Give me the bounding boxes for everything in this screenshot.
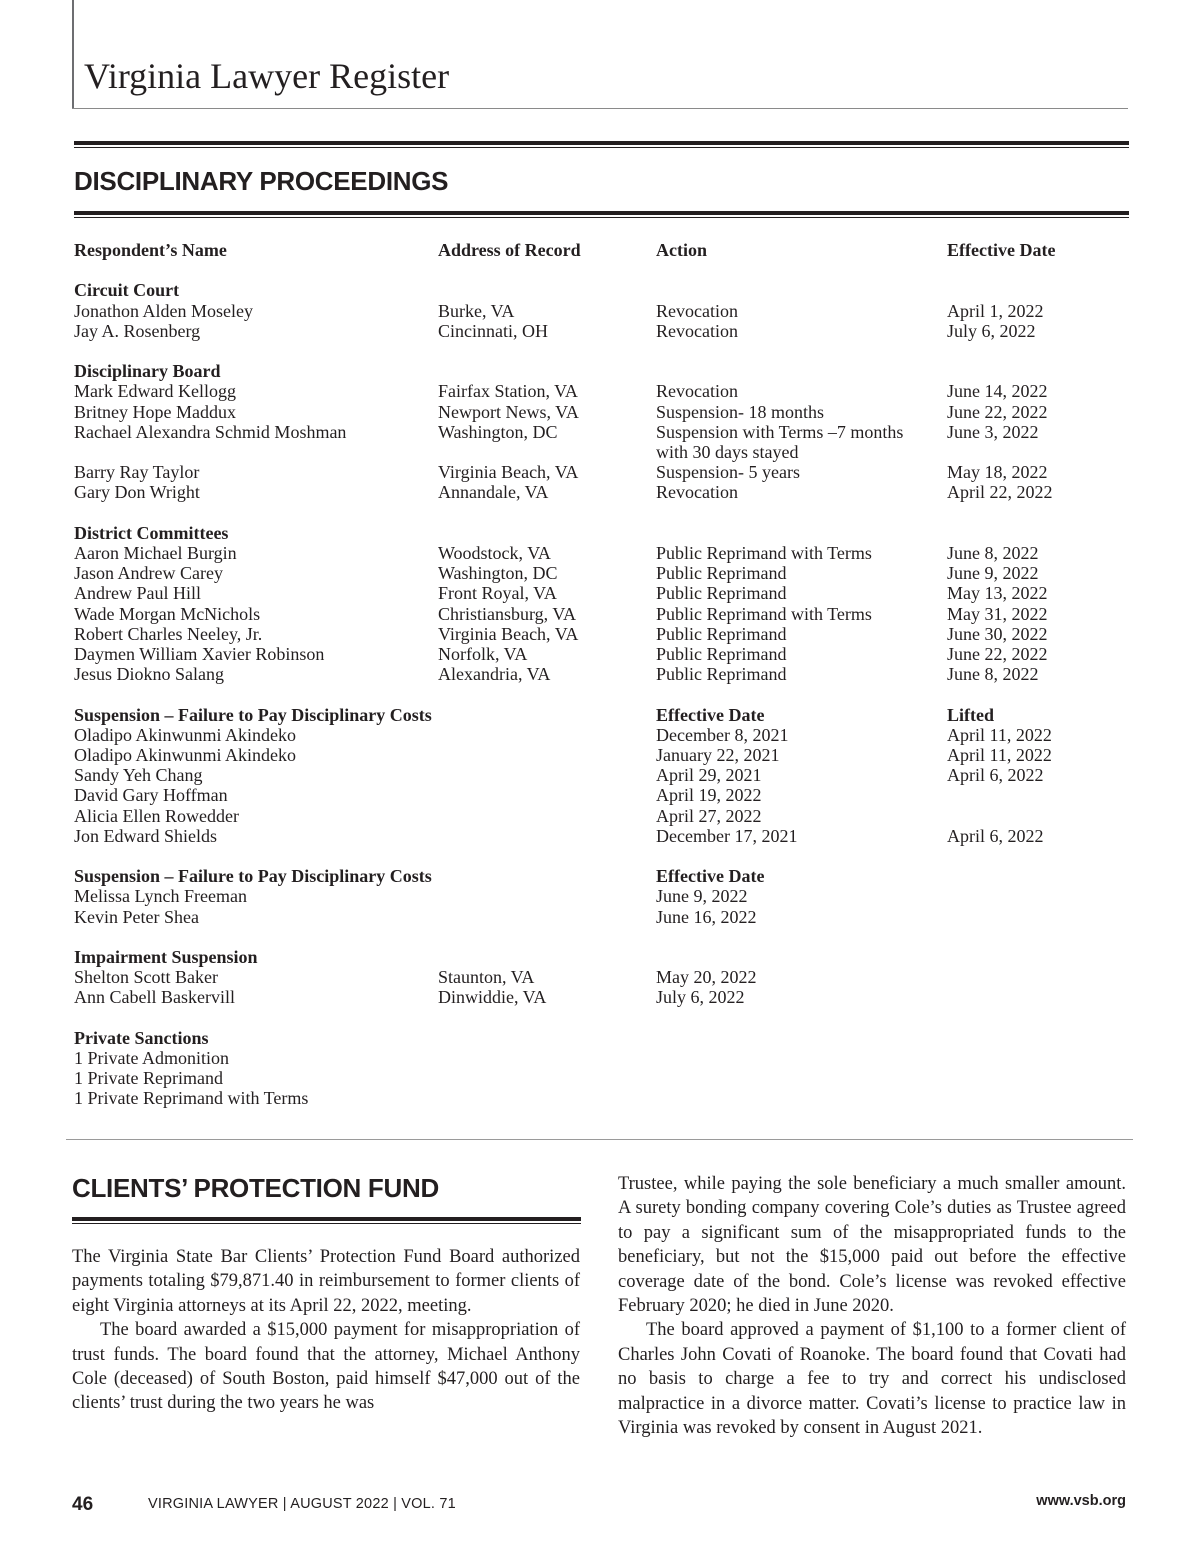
section-divider [66, 1139, 1133, 1140]
cpf-paragraph: The board awarded a $15,000 payment for misappropriation of trust funds. The board found that the attorney, Michael Anthony Cole (deceased) of South Boston, paid himself $47,000 out of the clients’ trust during the two years he was [72, 1320, 580, 1414]
empty-cell [438, 806, 656, 826]
table-cell: Aaron Michael Burgin [74, 543, 237, 563]
table-cell: Effective Date [656, 866, 765, 887]
table-row [74, 987, 1127, 1007]
empty-cell [947, 846, 1127, 866]
empty-cell [438, 1088, 656, 1108]
table-cell: Christiansburg, VA [438, 603, 577, 624]
empty-cell [656, 523, 947, 543]
table-cell: Woodstock, VA [438, 543, 551, 563]
table-cell: 1 Private Reprimand [74, 1068, 223, 1089]
table-cell: Public Reprimand [656, 644, 787, 665]
empty-cell [438, 947, 656, 967]
table-row [74, 785, 1127, 805]
disciplinary-table [74, 240, 1127, 1109]
empty-cell [438, 866, 656, 886]
empty-cell [947, 886, 1127, 906]
table-cell: December 17, 2021 [656, 825, 798, 846]
table-cell: 1 Private Admonition [74, 1048, 229, 1069]
table-cell: Suspension with Terms –7 months [656, 421, 904, 442]
table-cell: Daymen William Xavier Robinson [74, 644, 325, 665]
empty-cell [947, 947, 1127, 967]
table-cell: January 22, 2021 [656, 745, 780, 766]
cpf-paragraph: The Virginia State Bar Clients’ Protection Fund Board authorized payments totaling $79,871.40 in reimbursement to former clients of eight Virginia attorneys at its April 22, 2022, meeting. [72, 1247, 580, 1316]
table-cell: April 22, 2022 [947, 482, 1053, 503]
table-cell: Revocation [656, 300, 738, 321]
table-row [74, 907, 1127, 927]
table-cell: Revocation [656, 320, 738, 341]
section-title-double-rule [74, 211, 1129, 218]
empty-cell [947, 1048, 1127, 1068]
table-cell: April 11, 2022 [947, 724, 1052, 745]
table-row [74, 1088, 1127, 1108]
table-cell: Alicia Ellen Rowedder [74, 805, 239, 826]
table-row [74, 402, 1127, 422]
empty-cell [947, 907, 1127, 927]
empty-cell [74, 503, 438, 523]
table-cell: April 29, 2021 [656, 765, 762, 786]
empty-cell [74, 927, 438, 947]
table-cell: Suspension- 5 years [656, 462, 800, 483]
table-cell: Revocation [656, 381, 738, 402]
table-row [74, 725, 1127, 745]
table-cell: Disciplinary Board [74, 361, 221, 382]
group-heading [74, 1028, 1127, 1048]
table-cell: Circuit Court [74, 280, 180, 301]
table-cell: April 11, 2022 [947, 745, 1052, 766]
empty-cell [947, 361, 1127, 381]
empty-cell [947, 1068, 1127, 1088]
table-cell: June 3, 2022 [947, 421, 1039, 442]
empty-cell [656, 1048, 947, 1068]
empty-cell [656, 503, 947, 523]
empty-cell [438, 684, 656, 704]
empty-cell [438, 1068, 656, 1088]
table-cell: Wade Morgan McNichols [74, 603, 261, 624]
table-cell: Public Reprimand [656, 623, 787, 644]
empty-cell [656, 846, 947, 866]
table-cell: Norfolk, VA [438, 644, 528, 665]
empty-cell [438, 503, 656, 523]
empty-cell [656, 341, 947, 361]
cpf-title: CLIENTS’ PROTECTION FUND [72, 1173, 439, 1203]
table-cell: April 27, 2022 [656, 805, 762, 826]
table-cell: June 9, 2022 [947, 563, 1039, 584]
table-cell: Burke, VA [438, 300, 515, 321]
table-cell: Private Sanctions [74, 1027, 209, 1048]
table-cell: June 9, 2022 [656, 886, 748, 907]
table-row [74, 422, 1127, 442]
table-cell: Action [656, 240, 707, 260]
table-cell: April 6, 2022 [947, 765, 1044, 786]
table-cell: Front Royal, VA [438, 583, 557, 604]
table-cell: Andrew Paul Hill [74, 583, 201, 604]
table-cell: with 30 days stayed [656, 442, 799, 462]
table-cell: Impairment Suspension [74, 947, 258, 968]
table-row [74, 301, 1127, 321]
cpf-paragraph: Trustee, while paying the sole beneficiary a much smaller amount. A surety bonding company covering Cole’s duties as Trustee agreed to pay a significant sum of the misappropriated funds to the beneficiary, but not the $15,000 paid out before the effective coverage date of the bond. Cole’s license was revoked effective February 2020; he died in June 2020. [618, 1174, 1126, 1317]
table-cell: Address of Record [438, 240, 581, 260]
table-cell: Jason Andrew Carey [74, 563, 223, 584]
group-heading [74, 361, 1127, 381]
table-cell: David Gary Hoffman [74, 785, 228, 806]
empty-cell [947, 503, 1127, 523]
table-cell: Public Reprimand [656, 664, 787, 685]
empty-cell [656, 947, 947, 967]
table-row [74, 644, 1127, 664]
page-number: 46 [72, 1494, 94, 1515]
table-cell: Melissa Lynch Freeman [74, 886, 247, 907]
table-row [74, 321, 1127, 341]
table-cell: 1 Private Reprimand with Terms [74, 1088, 309, 1109]
group-spacer [74, 846, 1127, 866]
table-cell: Suspension- 18 months [656, 401, 825, 422]
empty-cell [947, 1008, 1127, 1028]
empty-cell [947, 866, 1127, 886]
table-cell: June 14, 2022 [947, 381, 1048, 402]
table-cell: Staunton, VA [438, 967, 535, 988]
empty-cell [438, 785, 656, 805]
empty-cell [438, 1028, 656, 1048]
table-cell: Effective Date [656, 704, 765, 725]
empty-cell [656, 361, 947, 381]
table-cell: Rachael Alexandra Schmid Moshman [74, 421, 347, 442]
table-row [74, 967, 1127, 987]
empty-cell [656, 1008, 947, 1028]
empty-cell [74, 1008, 438, 1028]
table-cell [947, 785, 1127, 805]
table-cell: May 18, 2022 [947, 462, 1048, 483]
table-cell: Suspension – Failure to Pay Disciplinary Costs [74, 866, 432, 887]
table-cell: Dinwiddie, VA [438, 987, 547, 1008]
empty-cell [438, 927, 656, 947]
empty-cell [947, 967, 1127, 987]
table-cell: Britney Hope Maddux [74, 401, 236, 422]
empty-cell [438, 745, 656, 765]
empty-cell [947, 1088, 1127, 1108]
table-row [74, 745, 1127, 765]
empty-cell [438, 280, 656, 300]
table-cell: Washington, DC [438, 563, 558, 584]
table-cell: Public Reprimand with Terms [656, 543, 872, 563]
table-cell: June 22, 2022 [947, 644, 1048, 665]
table-cell: June 30, 2022 [947, 623, 1048, 644]
table-row [74, 826, 1127, 846]
column-header-row [74, 240, 1127, 280]
table-cell: Lifted [947, 704, 994, 725]
website-url: www.vsb.org [1036, 1493, 1126, 1509]
table-cell [947, 806, 1127, 826]
group-spacer [74, 341, 1127, 361]
table-row [74, 583, 1127, 603]
empty-cell [438, 1008, 656, 1028]
table-cell: May 13, 2022 [947, 583, 1048, 604]
table-cell: July 6, 2022 [656, 987, 745, 1008]
table-cell: Jon Edward Shields [74, 825, 217, 846]
table-cell: Oladipo Akinwunmi Akindeko [74, 724, 296, 745]
group-heading [74, 705, 1127, 725]
table-cell: Kevin Peter Shea [74, 906, 199, 927]
table-cell: Jonathon Alden Moseley [74, 300, 253, 321]
empty-cell [656, 1088, 947, 1108]
table-cell: May 31, 2022 [947, 603, 1048, 624]
empty-cell [947, 341, 1127, 361]
table-row [74, 624, 1127, 644]
empty-cell [438, 846, 656, 866]
empty-cell [947, 684, 1127, 704]
table-cell [438, 442, 656, 462]
cpf-double-rule [72, 1217, 581, 1224]
table-row [74, 886, 1127, 906]
group-heading [74, 523, 1127, 543]
empty-cell [656, 927, 947, 947]
table-cell: Public Reprimand [656, 563, 787, 584]
empty-cell [947, 523, 1127, 543]
table-cell [947, 442, 1127, 462]
table-row [74, 482, 1127, 502]
table-cell: June 22, 2022 [947, 401, 1048, 422]
table-cell: Suspension – Failure to Pay Disciplinary Costs [74, 704, 432, 725]
table-cell: Washington, DC [438, 421, 558, 442]
table-row [74, 563, 1127, 583]
table-cell: Cincinnati, OH [438, 320, 548, 341]
empty-cell [438, 1048, 656, 1068]
running-head-title: Virginia Lawyer Register [84, 56, 450, 96]
empty-cell [74, 684, 438, 704]
table-cell: June 8, 2022 [947, 664, 1039, 685]
table-row [74, 442, 1127, 462]
table-cell: Shelton Scott Baker [74, 967, 218, 988]
table-row [74, 604, 1127, 624]
table-cell: Barry Ray Taylor [74, 462, 200, 483]
table-cell: Jay A. Rosenberg [74, 320, 201, 341]
table-row [74, 1068, 1127, 1088]
empty-cell [947, 987, 1127, 1007]
table-cell: Newport News, VA [438, 401, 579, 422]
empty-cell [947, 1028, 1127, 1048]
table-cell: April 19, 2022 [656, 785, 762, 806]
table-cell: Alexandria, VA [438, 664, 551, 685]
group-spacer [74, 1008, 1127, 1028]
empty-cell [656, 1028, 947, 1048]
table-cell: Gary Don Wright [74, 482, 200, 503]
cpf-paragraph: The board approved a payment of $1,100 to a former client of Charles John Covati of Roanoke. The board found that Covati had no basis to charge a fee to try and correct his undisclosed malpractice in a divorce matter. Covati’s license to practice law in Virginia was revoked by consent in August 2021. [618, 1320, 1126, 1439]
table-cell: Annandale, VA [438, 482, 549, 503]
table-cell: Sandy Yeh Chang [74, 765, 203, 786]
table-cell: Public Reprimand [656, 583, 787, 604]
cpf-left-column [72, 1245, 580, 1416]
table-cell: Jesus Diokno Salang [74, 664, 224, 685]
table-cell: June 8, 2022 [947, 543, 1039, 563]
table-row [74, 462, 1127, 482]
table-cell: Oladipo Akinwunmi Akindeko [74, 745, 296, 766]
empty-cell [947, 927, 1127, 947]
empty-cell [656, 280, 947, 300]
table-cell: May 20, 2022 [656, 967, 757, 988]
table-cell: Robert Charles Neeley, Jr. [74, 623, 263, 644]
empty-cell [438, 826, 656, 846]
empty-cell [656, 684, 947, 704]
table-cell: Virginia Beach, VA [438, 623, 579, 644]
table-row [74, 664, 1127, 684]
table-cell: Fairfax Station, VA [438, 381, 578, 402]
group-spacer [74, 927, 1127, 947]
empty-cell [438, 705, 656, 725]
table-cell: Revocation [656, 482, 738, 503]
empty-cell [656, 1068, 947, 1088]
empty-cell [438, 361, 656, 381]
table-cell: April 1, 2022 [947, 300, 1044, 321]
table-row [74, 1048, 1127, 1068]
empty-cell [438, 725, 656, 745]
disciplinary-title: DISCIPLINARY PROCEEDINGS [74, 166, 449, 196]
empty-cell [438, 341, 656, 361]
empty-cell [74, 846, 438, 866]
group-heading [74, 280, 1127, 300]
table-cell: Mark Edward Kellogg [74, 381, 236, 402]
empty-cell [438, 523, 656, 543]
table-cell: District Committees [74, 522, 229, 543]
magazine-issue: VIRGINIA LAWYER | AUGUST 2022 | VOL. 71 [148, 1496, 456, 1512]
cpf-right-column [618, 1172, 1126, 1440]
group-heading [74, 866, 1127, 886]
table-cell: April 6, 2022 [947, 825, 1044, 846]
empty-cell [74, 341, 438, 361]
table-row [74, 806, 1127, 826]
table-cell: Respondent’s Name [74, 240, 227, 260]
table-cell: Effective Date [947, 240, 1056, 260]
table-row [74, 543, 1127, 563]
group-heading [74, 947, 1127, 967]
empty-cell [438, 907, 656, 927]
table-cell: Public Reprimand with Terms [656, 603, 872, 624]
table-cell: December 8, 2021 [656, 724, 789, 745]
table-cell [74, 442, 438, 462]
header-rule [72, 108, 1128, 109]
table-row [74, 381, 1127, 401]
table-cell: June 16, 2022 [656, 906, 757, 927]
empty-cell [438, 886, 656, 906]
group-spacer [74, 684, 1127, 704]
table-cell: July 6, 2022 [947, 320, 1036, 341]
empty-cell [947, 280, 1127, 300]
section-top-double-rule [74, 141, 1129, 148]
header-vertical-rule [72, 0, 74, 108]
table-row [74, 765, 1127, 785]
group-spacer [74, 503, 1127, 523]
empty-cell [438, 765, 656, 785]
table-cell: Ann Cabell Baskervill [74, 987, 235, 1008]
table-cell: Virginia Beach, VA [438, 462, 579, 483]
